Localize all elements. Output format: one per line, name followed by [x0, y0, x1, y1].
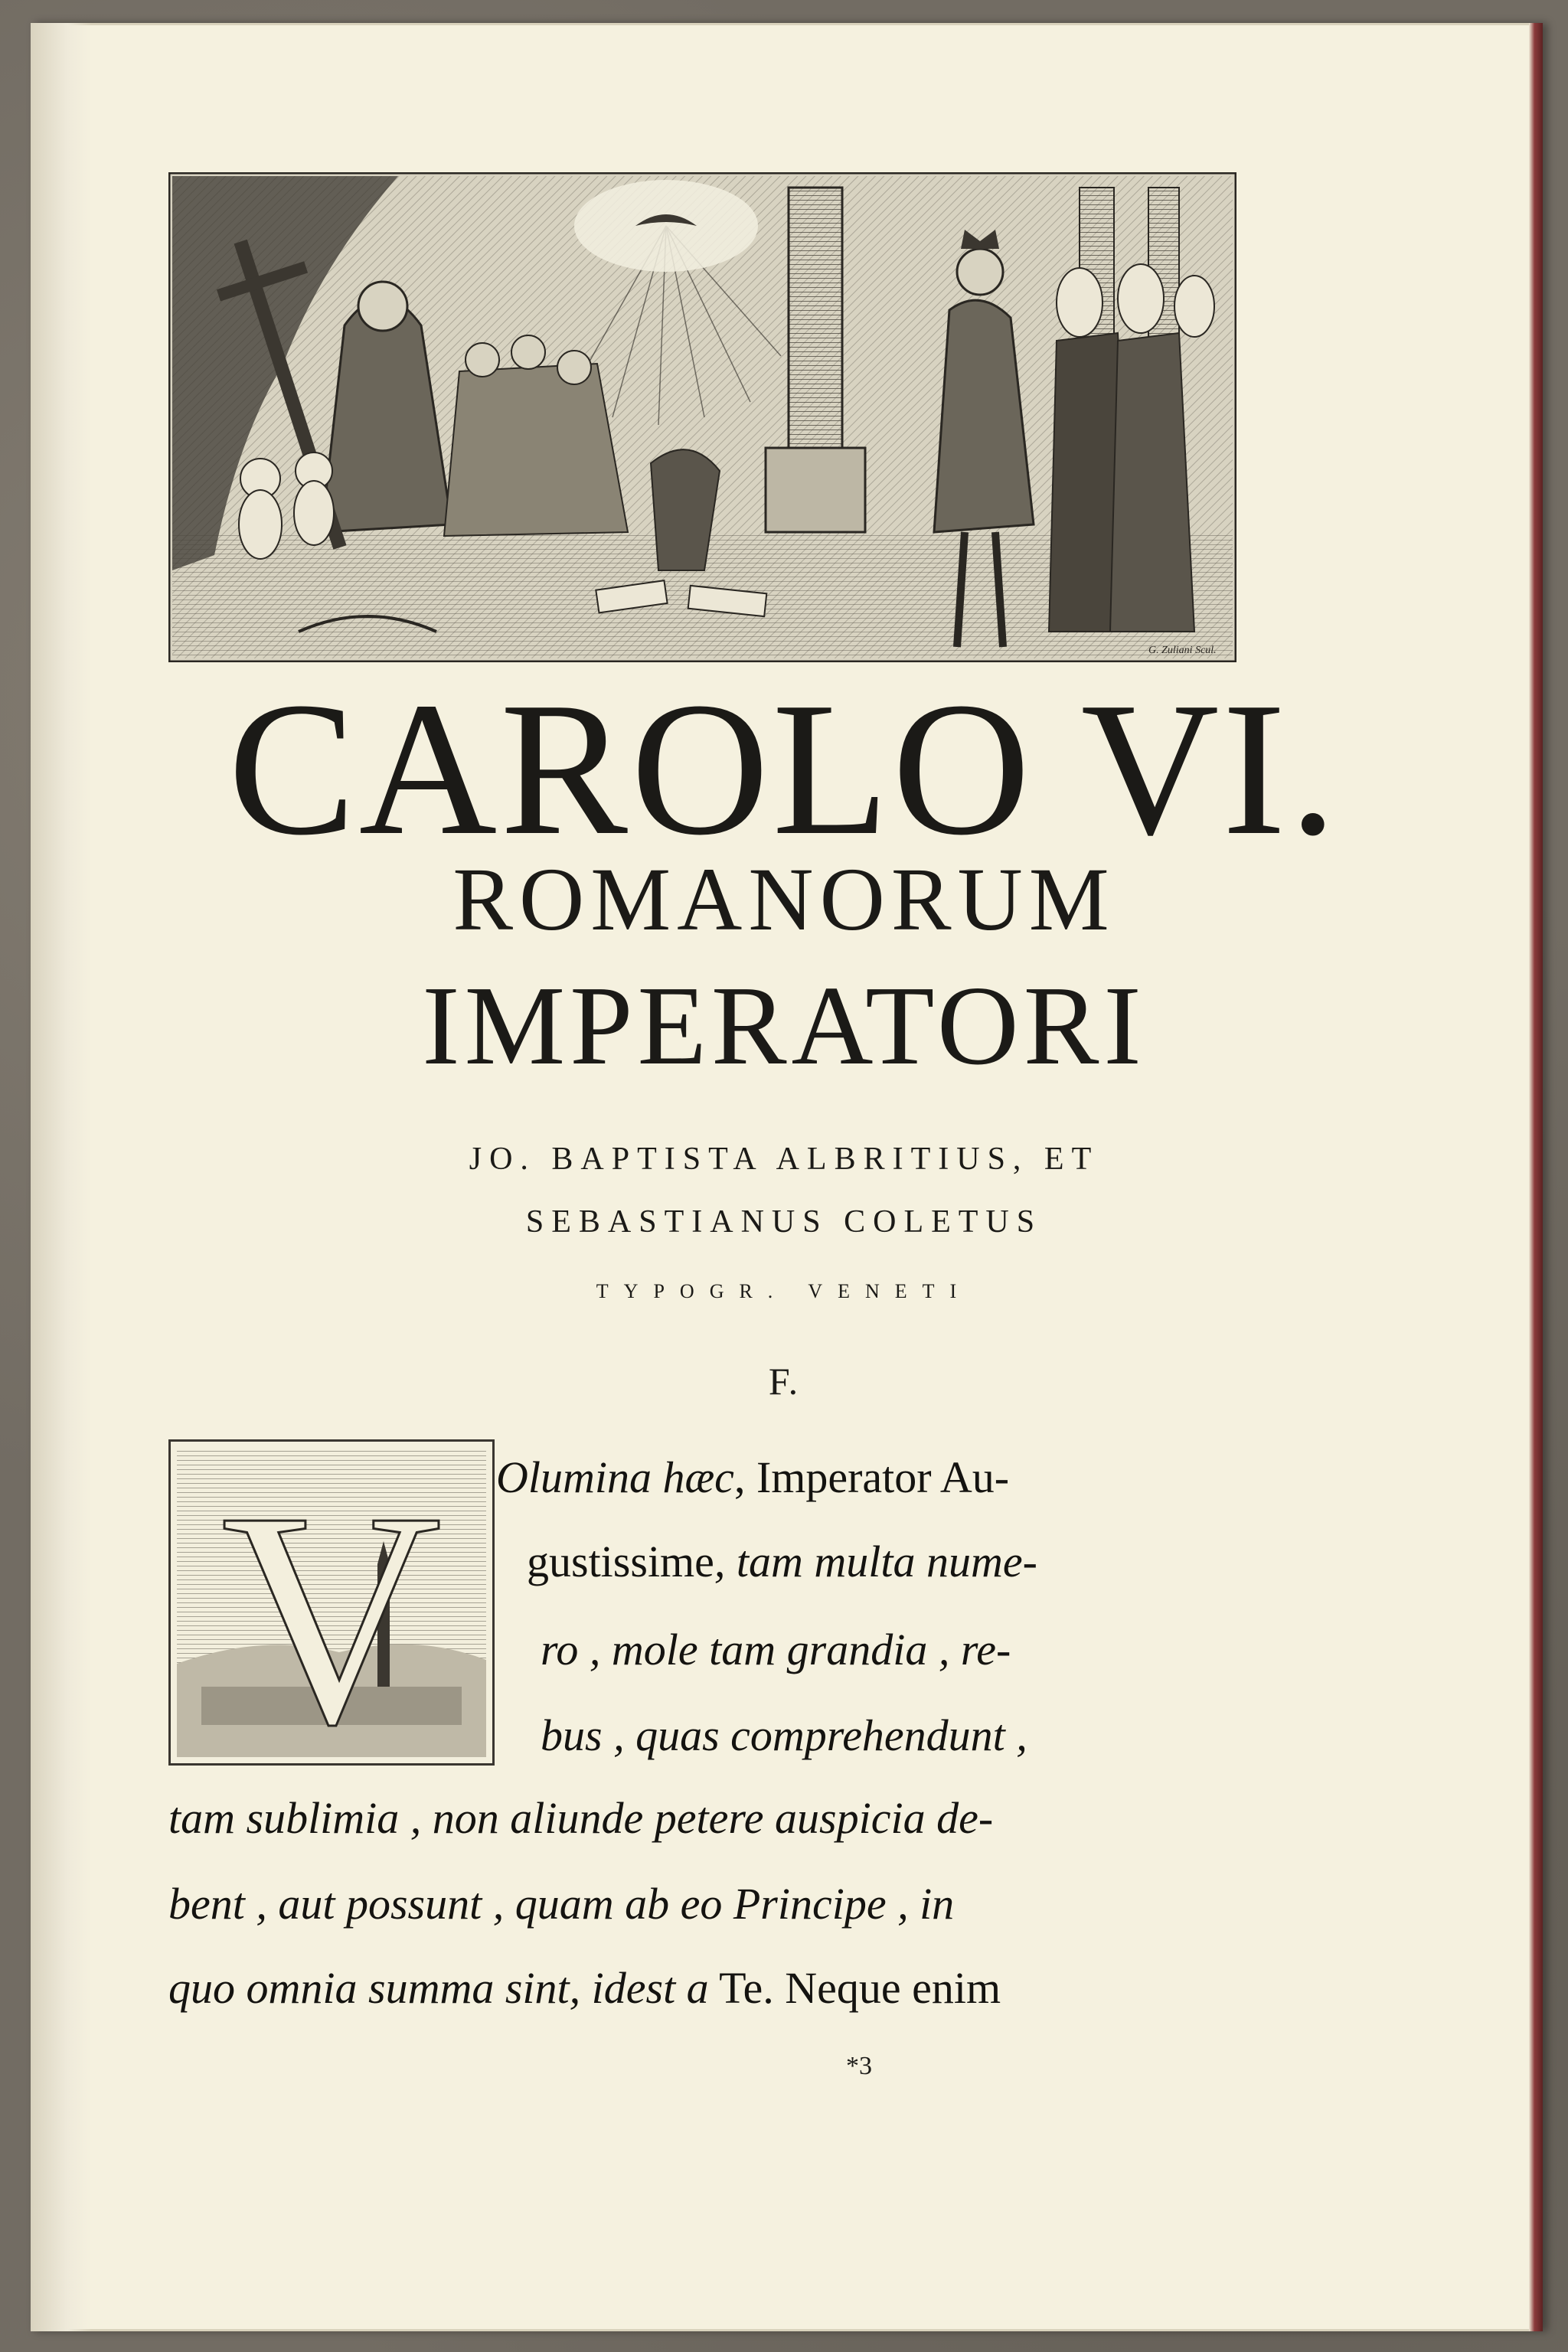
dedicator-line-4: F.: [768, 1360, 800, 1403]
body-line-3: ro , mole tam grandia , re-: [541, 1625, 1011, 1674]
engraving-illustration: [168, 172, 1236, 662]
body-line-1-italic: Olumina hæc: [496, 1452, 734, 1502]
body-line-7-roman: Te. Neque enim: [708, 1963, 1001, 2013]
body-line-2-roman: gustissime: [527, 1537, 714, 1586]
body-line-1-roman: , Imperator Au-: [733, 1452, 1010, 1502]
title-line-imperatori: IMPERATORI: [422, 963, 1146, 1089]
title-line-carolo: CAROLO VI.: [227, 663, 1341, 875]
signature-mark: *3: [846, 2052, 872, 2080]
dedicator-line-3: TYPOGR. VENETI: [596, 1280, 972, 1302]
title-line-romanorum: ROMANORUM: [452, 849, 1116, 949]
body-line-2-italic: , tam multa nume-: [714, 1537, 1037, 1586]
body-line-5: tam sublimia , non aliunde petere auspicia de-: [168, 1793, 994, 1843]
body-line-2: [527, 1535, 1037, 1589]
body-line-1: [496, 1451, 1009, 1504]
initial-letter: V: [220, 1449, 443, 1763]
body-line-6: bent , aut possunt , quam ab eo Principe , in: [168, 1879, 955, 1929]
decorated-initial: [168, 1439, 495, 1766]
body-line-7-italic: quo omnia summa sint, idest a: [168, 1963, 709, 2013]
engraved-headpiece: [168, 172, 1236, 662]
decorated-initial-illustration: [171, 1442, 492, 1763]
engraver-signature: G. Zuliani Scul.: [1148, 645, 1217, 656]
dedicator-line-2: SEBASTIANUS COLETUS: [525, 1204, 1043, 1240]
dedicator-line-1: JO. BAPTISTA ALBRITIUS, ET: [469, 1142, 1099, 1177]
body-line-7: [168, 1962, 1001, 2015]
body-line-4: bus , quas comprehendunt ,: [541, 1710, 1027, 1760]
